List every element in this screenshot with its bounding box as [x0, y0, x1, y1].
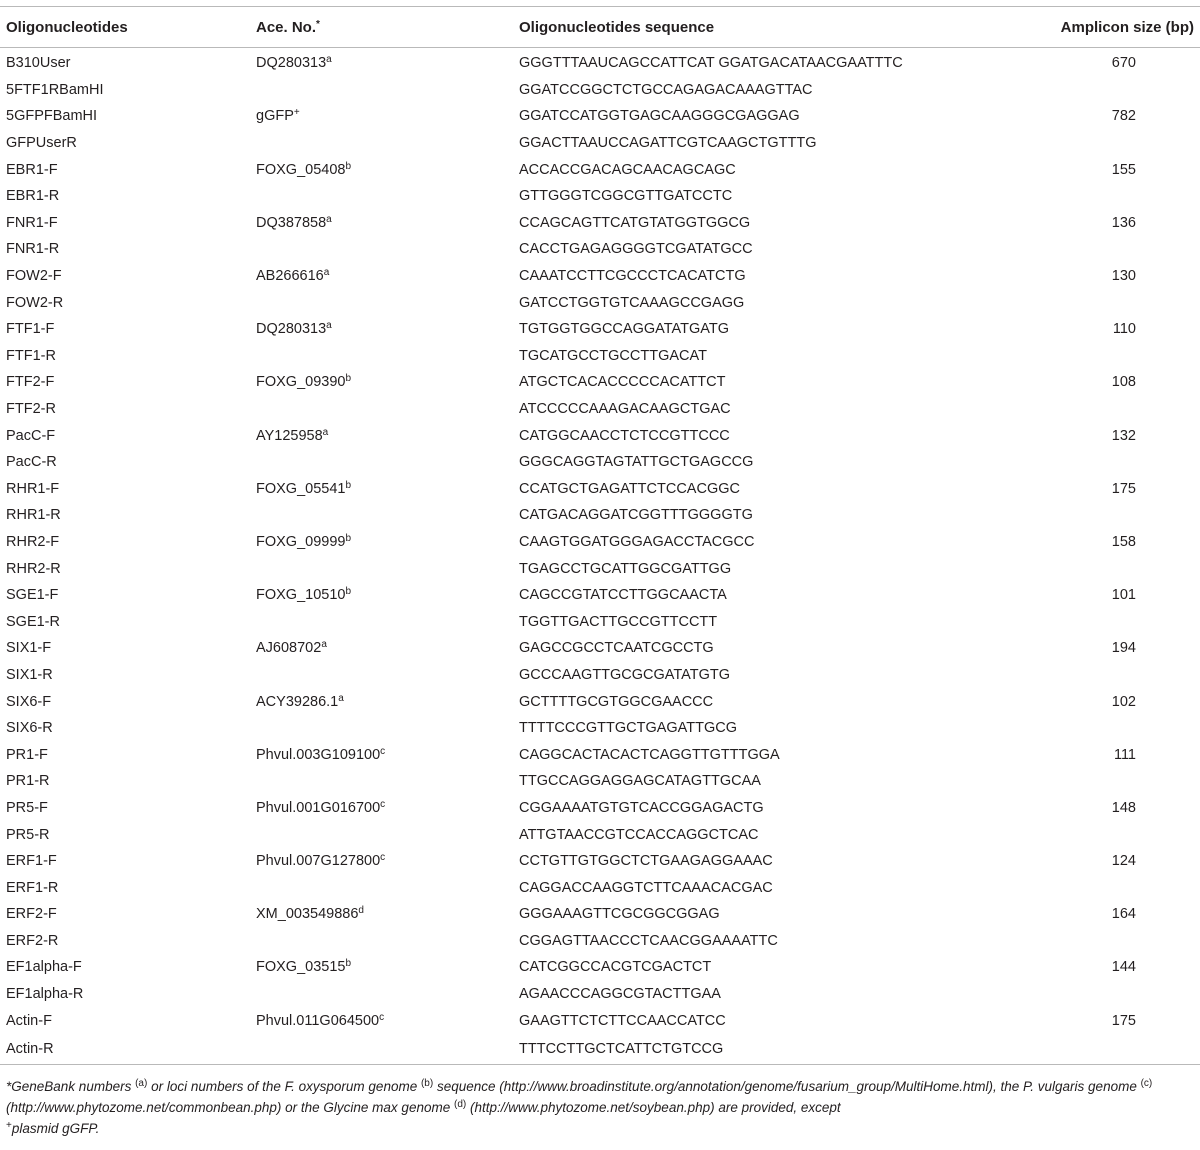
cell-amplicon-size — [973, 662, 1200, 689]
cell-oligonucleotide: ERF2-F — [6, 906, 57, 923]
cell-sequence: CCATGCTGAGATTCTCCACGGC — [519, 480, 740, 497]
cell-sequence: CATGGCAACCTCTCCGTTCCC — [519, 427, 730, 444]
accession-source-mark: b — [345, 532, 352, 544]
accession-source-mark: b — [345, 373, 352, 385]
accession-number: DQ280313 — [256, 55, 327, 72]
cell-amplicon-size — [973, 981, 1200, 1008]
cell-oligonucleotide: Actin-R — [0, 1034, 250, 1065]
cell-accession — [250, 289, 513, 316]
cell-accession — [250, 236, 513, 263]
accession-source-mark: + — [293, 107, 300, 119]
table-row — [0, 210, 1200, 237]
cell-sequence: TTTCCTTGCTCATTCTGTCCG — [513, 1034, 973, 1065]
accession-source-mark: c — [379, 1011, 385, 1023]
cell-sequence: GGATCCGGCTCTGCCAGAGACAAAGTTAC — [519, 81, 813, 98]
cell-amplicon-size: 130 — [1111, 268, 1136, 285]
accession-source-mark: a — [321, 639, 327, 651]
cell-accession — [250, 210, 513, 237]
cell-accession — [250, 343, 513, 370]
cell-oligonucleotide: FNR1-F — [6, 214, 58, 231]
cell-sequence: TGGTTGACTTGCCGTTCCTT — [519, 613, 718, 630]
primer-table-container — [0, 6, 1200, 1065]
cell-oligonucleotide: EF1alpha-F — [6, 959, 82, 976]
cell-oligonucleotide: ERF1-R — [6, 879, 59, 896]
accession-source-mark: a — [326, 54, 332, 66]
cell-oligonucleotide: FTF2-R — [6, 401, 56, 418]
cell-oligonucleotide: PacC-R — [6, 454, 57, 471]
cell-oligonucleotide: ERF1-F — [6, 853, 57, 870]
cell-sequence: CAAGTGGATGGGAGACCTACGCC — [519, 533, 755, 550]
cell-sequence: CCAGCAGTTCATGTATGGTGGCG — [519, 214, 751, 231]
cell-accession — [250, 848, 513, 875]
table-row — [0, 529, 1200, 556]
cell-sequence: ACCACCGACAGCAACAGCAGC — [519, 161, 736, 178]
cell-sequence: ATTGTAACCGTCCACCAGGCTCAC — [519, 826, 759, 843]
cell-accession — [250, 449, 513, 476]
header-sequence-label: Oligonucleotides sequence — [519, 18, 715, 36]
accession-number: FOXG_05541 — [256, 480, 346, 497]
cell-sequence: GGATCCATGGTGAGCAAGGGCGAGGAG — [519, 108, 800, 125]
footnote-sup-d: (d) — [453, 1099, 467, 1110]
cell-amplicon-size — [973, 236, 1200, 263]
cell-sequence: CAGCCGTATCCTTGGCAACTA — [519, 587, 727, 604]
accession-source-mark: b — [345, 958, 352, 970]
accession-source-mark: b — [345, 586, 352, 598]
cell-accession — [250, 476, 513, 503]
header-row — [0, 7, 1200, 48]
table-row — [0, 77, 1200, 104]
accession-number: gGFP — [256, 108, 294, 125]
cell-oligonucleotide: RHR1-R — [6, 507, 61, 524]
cell-amplicon-size: 102 — [1111, 693, 1136, 710]
cell-oligonucleotide: EBR1-F — [6, 161, 58, 178]
accession-number: DQ387858 — [256, 214, 327, 231]
cell-amplicon-size — [973, 768, 1200, 795]
table-row — [0, 874, 1200, 901]
footnote-text-5: (http://www.phytozome.net/soybean.php) are provided, except — [466, 1100, 841, 1115]
cell-oligonucleotide: B310User — [6, 55, 71, 72]
cell-oligonucleotide: FNR1-R — [6, 241, 60, 258]
accession-source-mark: a — [338, 692, 344, 704]
cell-amplicon-size: 101 — [1111, 587, 1136, 604]
cell-sequence: CAAATCCTTCGCCCTCACATCTG — [519, 268, 746, 285]
cell-accession — [250, 263, 513, 290]
table-row — [0, 316, 1200, 343]
accession-number: AY125958 — [256, 427, 323, 444]
cell-amplicon-size: 110 — [1112, 321, 1136, 338]
cell-sequence: TGAGCCTGCATTGGCGATTGG — [519, 560, 732, 577]
accession-number: Phvul.011G064500 — [256, 1012, 380, 1029]
table-header — [0, 7, 1200, 48]
cell-sequence: CCTGTTGTGGCTCTGAAGAGGAAAC — [519, 853, 773, 870]
cell-oligonucleotide: SIX1-R — [6, 666, 53, 683]
cell-oligonucleotide: FOW2-R — [6, 294, 64, 311]
accession-source-mark: a — [322, 426, 329, 438]
cell-amplicon-size — [973, 449, 1200, 476]
table-row — [0, 183, 1200, 210]
accession-source-mark: d — [358, 905, 364, 917]
table-row — [0, 502, 1200, 529]
cell-sequence: GATCCTGGTGTCAAAGCCGAGG — [519, 294, 745, 311]
accession-number: Phvul.007G127800 — [256, 853, 381, 870]
table-row — [0, 343, 1200, 370]
cell-oligonucleotide: EBR1-R — [6, 188, 60, 205]
cell-amplicon-size — [973, 821, 1200, 848]
cell-oligonucleotide: RHR2-F — [6, 533, 60, 550]
table-row — [0, 954, 1200, 981]
table-row — [0, 635, 1200, 662]
cell-amplicon-size — [973, 874, 1200, 901]
cell-accession — [250, 741, 513, 768]
cell-accession — [250, 795, 513, 822]
cell-accession — [250, 1034, 513, 1065]
header-amplicon-size — [973, 7, 1200, 48]
cell-sequence: GGGAAAGTTCGCGGCGGAG — [519, 906, 720, 923]
cell-oligonucleotide: PacC-F — [6, 427, 56, 444]
table-row — [0, 848, 1200, 875]
footnote-sup-c: (c) — [1140, 1078, 1153, 1089]
cell-sequence: GAGCCGCCTCAATCGCCTG — [519, 640, 714, 657]
footnote-sup-b: (b) — [420, 1078, 434, 1089]
footnote-text-4: (http://www.phytozome.net/commonbean.php) or the Glycine max genome — [6, 1100, 454, 1115]
table-row — [0, 422, 1200, 449]
table-footnote — [6, 1076, 1196, 1139]
accession-source-mark: c — [380, 745, 386, 757]
cell-amplicon-size — [973, 715, 1200, 742]
cell-amplicon-size: 670 — [1111, 55, 1136, 72]
cell-accession — [250, 635, 513, 662]
header-accession — [250, 7, 513, 48]
cell-accession — [250, 715, 513, 742]
cell-amplicon-size: 194 — [1111, 640, 1136, 657]
cell-amplicon-size: 164 — [1111, 906, 1136, 923]
cell-oligonucleotide: SIX6-F — [6, 693, 52, 710]
accession-source-mark: c — [380, 852, 386, 864]
cell-accession — [250, 396, 513, 423]
cell-amplicon-size: 132 — [1111, 427, 1136, 444]
cell-sequence: CAGGCACTACACTCAGGTTGTTTGGA — [519, 746, 780, 763]
cell-oligonucleotide: PR1-F — [6, 746, 48, 763]
table-row — [0, 48, 1200, 77]
footnote-star: * — [6, 1079, 12, 1094]
cell-amplicon-size — [973, 928, 1200, 955]
table-row — [0, 608, 1200, 635]
cell-accession — [250, 48, 513, 77]
table-row — [0, 928, 1200, 955]
cell-accession — [250, 103, 513, 130]
cell-accession — [250, 130, 513, 157]
cell-sequence: GAAGTTCTCTTCCAACCATCC — [519, 1012, 726, 1029]
table-row — [0, 821, 1200, 848]
accession-number: Phvul.001G016700 — [256, 799, 381, 816]
accession-source-mark: c — [380, 798, 386, 810]
cell-sequence: AGAACCCAGGCGTACTTGAA — [519, 986, 721, 1003]
accession-source-mark: a — [326, 320, 332, 332]
cell-accession — [250, 582, 513, 609]
header-oligonucleotides — [0, 7, 250, 48]
cell-accession — [250, 369, 513, 396]
cell-accession — [250, 768, 513, 795]
cell-accession — [250, 928, 513, 955]
cell-accession — [250, 954, 513, 981]
cell-oligonucleotide: PR5-R — [6, 826, 50, 843]
table-row — [0, 662, 1200, 689]
table-row — [0, 688, 1200, 715]
cell-sequence: TGTGGTGGCCAGGATATGATG — [519, 321, 729, 338]
footnote-text-2: or loci numbers of the F. oxysporum genome — [147, 1079, 421, 1094]
cell-accession — [250, 874, 513, 901]
cell-amplicon-size: 158 — [1111, 533, 1136, 550]
cell-amplicon-size: 148 — [1111, 799, 1136, 816]
cell-amplicon-size — [973, 396, 1200, 423]
cell-oligonucleotide: 5GFPFBamHI — [6, 108, 98, 125]
cell-sequence: TTGCCAGGAGGAGCATAGTTGCAA — [519, 773, 761, 790]
cell-amplicon-size: 175 — [1111, 480, 1136, 497]
cell-accession — [250, 529, 513, 556]
cell-accession — [250, 422, 513, 449]
accession-number: AB266616 — [256, 268, 324, 285]
table-row — [0, 582, 1200, 609]
table-row — [0, 156, 1200, 183]
header-oligonucleotides-label: Oligonucleotides — [6, 18, 128, 36]
accession-number: FOXG_09999 — [256, 533, 346, 550]
cell-accession — [250, 901, 513, 928]
cell-oligonucleotide: FTF1-F — [6, 321, 55, 338]
cell-amplicon-size — [973, 1034, 1200, 1065]
cell-accession — [250, 981, 513, 1008]
accession-number: FOXG_10510 — [256, 587, 346, 604]
cell-sequence: TGCATGCCTGCCTTGACAT — [519, 347, 707, 364]
table-row — [0, 901, 1200, 928]
cell-oligonucleotide: ERF2-R — [6, 932, 59, 949]
cell-accession — [250, 316, 513, 343]
cell-oligonucleotide: Actin-F — [6, 1012, 52, 1029]
cell-amplicon-size: 144 — [1111, 959, 1136, 976]
table-row — [0, 369, 1200, 396]
cell-accession — [250, 662, 513, 689]
footnote-text-1: GeneBank numbers — [11, 1079, 136, 1094]
cell-amplicon-size — [973, 77, 1200, 104]
accession-source-mark: a — [326, 213, 332, 225]
accession-source-mark: a — [323, 267, 330, 279]
cell-amplicon-size: 124 — [1111, 853, 1136, 870]
cell-oligonucleotide: FOW2-F — [6, 268, 62, 285]
cell-oligonucleotide: SIX6-R — [6, 720, 53, 737]
cell-amplicon-size: 175 — [1111, 1012, 1136, 1029]
table-row — [0, 715, 1200, 742]
cell-oligonucleotide: FTF1-R — [6, 347, 56, 364]
table-row — [0, 130, 1200, 157]
cell-sequence: GGGCAGGTAGTATTGCTGAGCCG — [519, 454, 754, 471]
table-row — [0, 1007, 1200, 1034]
footnote-text-3: sequence (http://www.broadinstitute.org/annotation/genome/fusarium_group/MultiHome.html), the P. vulgaris genome — [433, 1079, 1141, 1094]
cell-sequence: GCTTTTGCGTGGCGAACCC — [519, 693, 714, 710]
cell-amplicon-size — [973, 130, 1200, 157]
cell-oligonucleotide: SGE1-F — [6, 587, 59, 604]
table-row — [0, 741, 1200, 768]
table-row — [0, 236, 1200, 263]
table-body — [0, 48, 1200, 1065]
cell-amplicon-size — [973, 502, 1200, 529]
cell-sequence: GTTGGGTCGGCGTTGATCCTC — [519, 188, 733, 205]
accession-number: FOXG_03515 — [256, 959, 346, 976]
cell-sequence: CACCTGAGAGGGGTCGATATGCC — [519, 241, 753, 258]
cell-amplicon-size: 155 — [1111, 161, 1136, 178]
cell-amplicon-size: 111 — [1113, 746, 1136, 763]
header-amplicon-size-label: Amplicon size (bp) — [1060, 18, 1194, 36]
cell-oligonucleotide: RHR2-R — [6, 560, 61, 577]
footnote-plus-mark: + — [6, 1120, 12, 1131]
accession-number: DQ280313 — [256, 321, 327, 338]
cell-accession — [250, 156, 513, 183]
cell-oligonucleotide: 5FTF1RBamHI — [6, 81, 104, 98]
table-row — [0, 1034, 1200, 1065]
cell-accession — [250, 1007, 513, 1034]
cell-amplicon-size: 108 — [1111, 374, 1136, 391]
cell-amplicon-size: 782 — [1111, 108, 1136, 125]
footnote-text-6: plasmid gGFP. — [11, 1121, 100, 1136]
cell-accession — [250, 688, 513, 715]
table-row — [0, 795, 1200, 822]
cell-accession — [250, 608, 513, 635]
accession-number: Phvul.003G109100 — [256, 746, 381, 763]
accession-number: FOXG_09390 — [256, 374, 346, 391]
cell-accession — [250, 183, 513, 210]
cell-amplicon-size — [973, 289, 1200, 316]
cell-accession — [250, 555, 513, 582]
cell-oligonucleotide: GFPUserR — [6, 135, 77, 152]
cell-sequence: GGACTTAAUCCAGATTCGTCAAGCTGTTTG — [519, 135, 817, 152]
cell-amplicon-size: 136 — [1111, 214, 1136, 231]
cell-sequence: CATGACAGGATCGGTTTGGGGTG — [519, 507, 753, 524]
table-row — [0, 103, 1200, 130]
cell-amplicon-size — [973, 183, 1200, 210]
table-row — [0, 449, 1200, 476]
accession-number: XM_003549886 — [256, 906, 359, 923]
cell-sequence: CGGAAAATGTGTCACCGGAGACTG — [519, 799, 764, 816]
cell-oligonucleotide: RHR1-F — [6, 480, 60, 497]
cell-oligonucleotide: PR1-R — [6, 773, 50, 790]
cell-oligonucleotide: PR5-F — [6, 799, 48, 816]
cell-oligonucleotide: SIX1-F — [6, 640, 52, 657]
header-accession-label: Ace. No. — [256, 18, 317, 36]
cell-sequence: GCCCAAGTTGCGCGATATGTG — [519, 666, 731, 683]
cell-oligonucleotide: FTF2-F — [6, 374, 55, 391]
cell-amplicon-size — [973, 608, 1200, 635]
cell-sequence: ATGCTCACACCCCCACATTCT — [519, 374, 726, 391]
table-row — [0, 476, 1200, 503]
footnote-sup-a: (a) — [135, 1078, 148, 1089]
accession-source-mark: b — [345, 160, 352, 172]
cell-accession — [250, 502, 513, 529]
table-row — [0, 396, 1200, 423]
cell-oligonucleotide: EF1alpha-R — [6, 986, 84, 1003]
cell-sequence: CGGAGTTAACCCTCAACGGAAAATTC — [519, 932, 778, 949]
cell-accession — [250, 77, 513, 104]
cell-sequence: CAGGACCAAGGTCTTCAAACACGAC — [519, 879, 773, 896]
primer-table — [0, 6, 1200, 1065]
cell-oligonucleotide: SGE1-R — [6, 613, 60, 630]
cell-sequence: CATCGGCCACGTCGACTCT — [519, 959, 712, 976]
accession-source-mark: b — [345, 479, 352, 491]
header-accession-footnote-mark: * — [316, 18, 320, 30]
accession-number: ACY39286.1 — [256, 693, 339, 710]
table-row — [0, 263, 1200, 290]
cell-sequence: GGGTTTAAUCAGCCATTCAT GGATGACATAACGAATTTC — [519, 55, 903, 72]
table-row — [0, 981, 1200, 1008]
accession-number: AJ608702 — [256, 640, 322, 657]
table-row — [0, 289, 1200, 316]
table-row — [0, 555, 1200, 582]
header-sequence — [513, 7, 973, 48]
cell-amplicon-size — [973, 343, 1200, 370]
cell-amplicon-size — [973, 555, 1200, 582]
cell-sequence: TTTTCCCGTTGCTGAGATTGCG — [519, 720, 738, 737]
cell-sequence: ATCCCCCAAAGACAAGCTGAC — [519, 401, 731, 418]
table-row — [0, 768, 1200, 795]
cell-accession — [250, 821, 513, 848]
accession-number: FOXG_05408 — [256, 161, 346, 178]
